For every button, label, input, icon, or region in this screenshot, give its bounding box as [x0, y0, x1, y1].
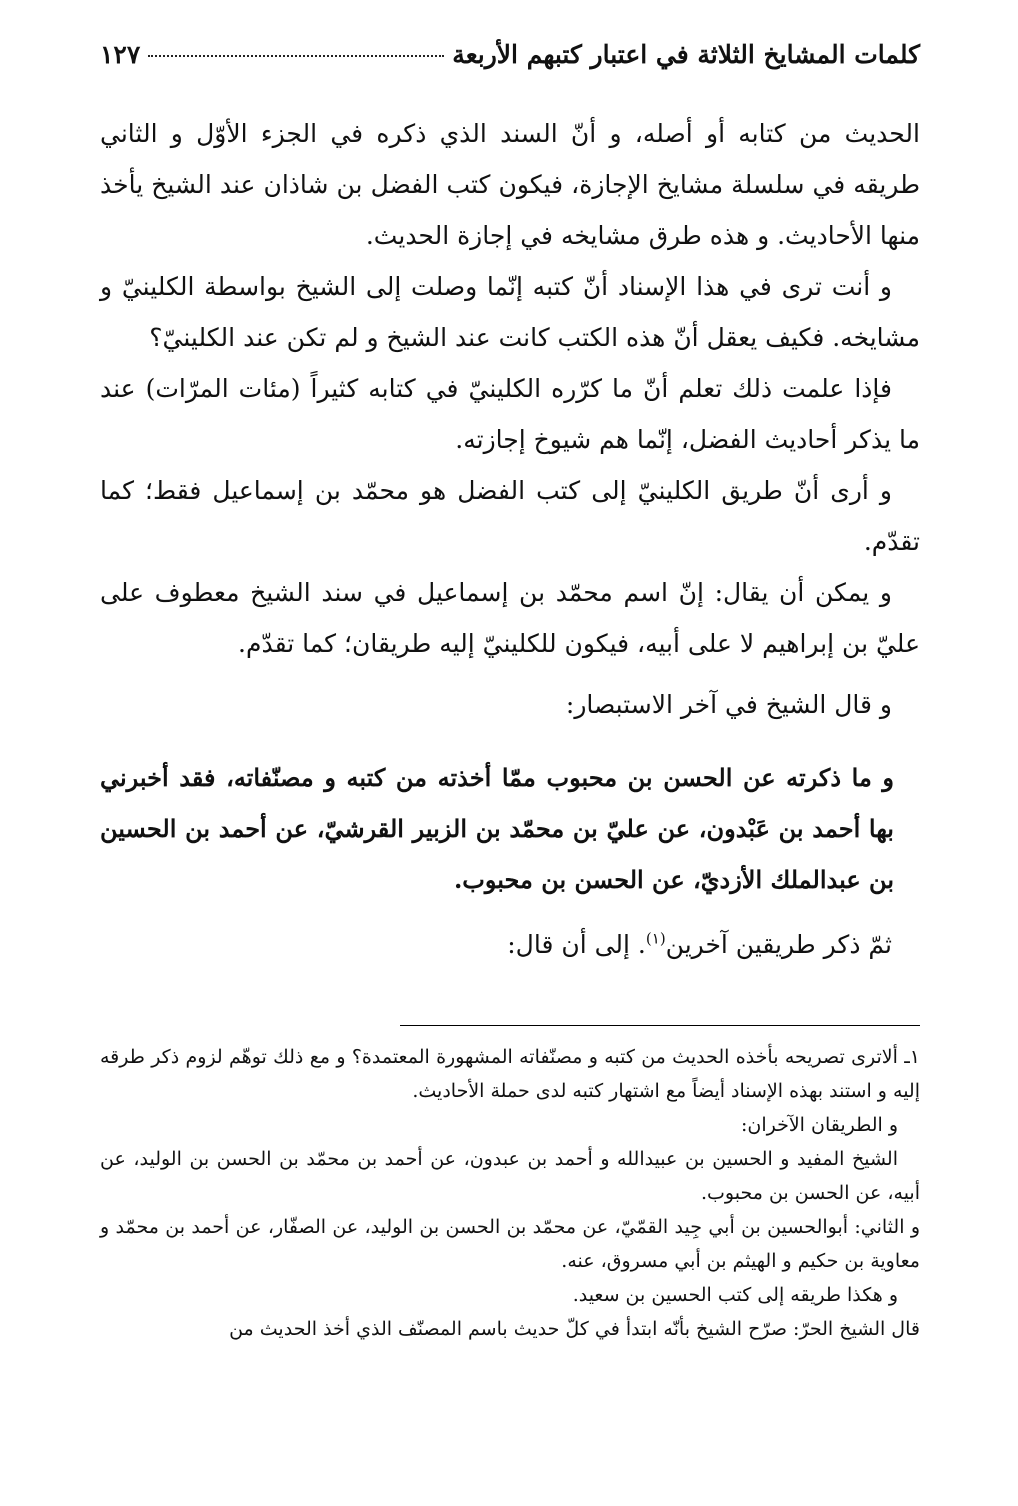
after-quote-text: ثمّ ذكر طريقين آخرين [665, 930, 892, 959]
header-dot-leader [148, 55, 444, 57]
block-quote: و ما ذكرته عن الحسن بن محبوب ممّا أخذته من كتبه و مصنّفاته، فقد أخبرني بها أحمد بن عَبْدون، عن عليّ بن محمّد بن الزبير القرشيّ، عن أحمد بن الحسين بن عبدالملك الأزديّ، عن الحسن بن محبوب. [100, 763, 894, 894]
page-number: ١٢٧ [100, 40, 141, 69]
paragraph-after-quote [100, 919, 892, 970]
footnote-line: و هكذا طريقه إلى كتب الحسين بن سعيد. [572, 1284, 898, 1306]
running-header [100, 40, 920, 100]
footnote-line: و الطريقان الآخران: [740, 1114, 898, 1136]
document-page [100, 40, 920, 1340]
footnotes [100, 1040, 920, 1346]
paragraph-5: و يمكن أن يقال: إنّ اسم محمّد بن إسماعيل في سند الشيخ معطوف على عليّ بن إبراهيم لا على أبيه، فيكون للكلينيّ إليه طريقان؛ كما تقدّم. [100, 578, 920, 658]
footnote-1: ١ـ ألاترى تصريحه بأخذه الحديث من كتبه و مصنّفاته المشهورة المعتمدة؟ و مع ذلك توهّم لزوم ذكر طرقه إليه و استند بهذه الإسناد أيضاً مع اشتهار كتبه لدى حملة الأحاديث. [100, 1046, 920, 1102]
header-title: كلمات المشايخ الثلاثة في اعتبار كتبهم الأربعة [452, 40, 920, 69]
paragraph-3: فإذا علمت ذلك تعلم أنّ ما كرّره الكلينيّ في كتابه كثيراً (مئات المرّات) عند ما يذكر أحاديث الفضل، إنّما هم شيوخ إجازته. [100, 374, 920, 454]
after-quote-tail: . إلى أن قال: [507, 930, 646, 959]
footnote-line: الشيخ المفيد و الحسين بن عبيدالله و أحمد بن عبدون، عن أحمد بن محمّد بن الحسن بن الوليد، عن أبيه، عن الحسن بن محبوب. [100, 1148, 920, 1204]
paragraph-1: الحديث من كتابه أو أصله، و أنّ السند الذي ذكره في الجزء الأوّل و الثاني طريقه في سلسلة مشايخ الإجازة، فيكون كتب الفضل بن شاذان عند الشيخ يأخذ منها الأحاديث. و هذه طرق مشايخه في إجازة الحديث. [100, 119, 920, 250]
paragraph-4: و أرى أنّ طريق الكلينيّ إلى كتب الفضل هو محمّد بن إسماعيل فقط؛ كما تقدّم. [100, 476, 920, 556]
main-text [100, 108, 920, 970]
paragraph-6: و قال الشيخ في آخر الاستبصار: [565, 690, 892, 719]
footnote-reference[interactable]: (١) [645, 929, 666, 948]
footnote-separator [400, 1025, 920, 1026]
footnote-line: و الثاني: أبوالحسين بن أبي جِيد القمّيّ، عن محمّد بن الحسن بن الوليد، عن الصفّار، عن أحمد بن محمّد و معاوية بن حكيم و الهيثم بن أبي مسروق، عنه. [100, 1216, 920, 1272]
paragraph-2: و أنت ترى في هذا الإسناد أنّ كتبه إنّما وصلت إلى الشيخ بواسطة الكلينيّ و مشايخه. فكيف يعقل أنّ هذه الكتب كانت عند الشيخ و لم تكن عند الكلينيّ؟ [100, 272, 920, 352]
footnote-line: قال الشيخ الحرّ: صرّح الشيخ بأنّه ابتدأ في كلّ حديث باسم المصنّف الذي أخذ الحديث من [229, 1318, 920, 1340]
